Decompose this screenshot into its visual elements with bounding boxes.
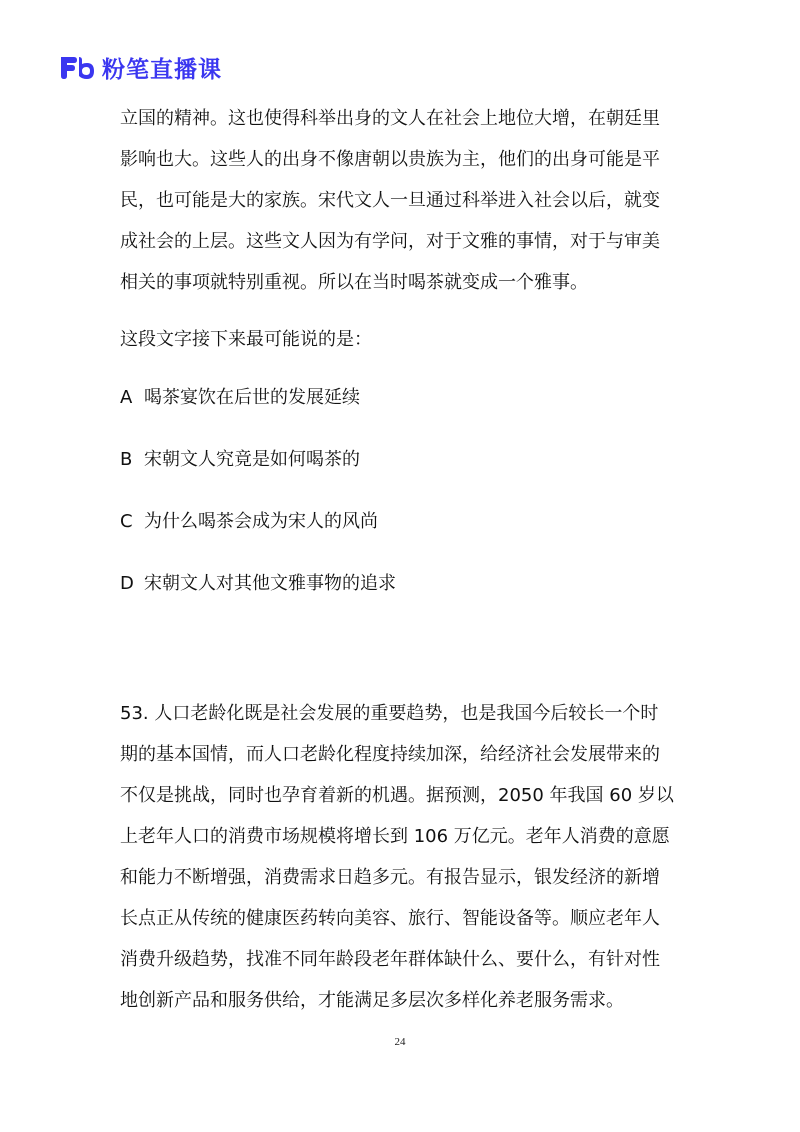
passage-line: 不仅是挑战，同时也孕育着新的机遇。据预测，2050 年我国 60 岁以 xyxy=(120,785,674,806)
answer-options xyxy=(120,377,700,604)
passage-line: 影响也大。这些人的出身不像唐朝以贵族为主，他们的出身可能是平 xyxy=(120,149,660,170)
option-text: 为什么喝茶会成为宋人的风尚 xyxy=(144,511,378,532)
passage-line: 上老年人口的消费市场规模将增长到 106 万亿元。老年人消费的意愿 xyxy=(120,826,670,847)
header xyxy=(58,50,222,84)
fenbi-logo xyxy=(58,52,96,82)
option-a xyxy=(120,377,700,418)
option-letter: C xyxy=(120,511,133,532)
main-content xyxy=(120,98,700,625)
question-stem: 这段文字接下来最可能说的是： xyxy=(120,329,372,350)
passage-line: 地创新产品和服务供给，才能满足多层次多样化养老服务需求。 xyxy=(120,990,624,1011)
passage-line: 长点正从传统的健康医药转向美容、旅行、智能设备等。顺应老年人 xyxy=(120,908,660,929)
page-number: 24 xyxy=(394,1036,406,1048)
option-text: 宋朝文人究竟是如何喝茶的 xyxy=(144,449,360,470)
option-letter: B xyxy=(120,449,133,470)
option-text: 宋朝文人对其他文雅事物的追求 xyxy=(144,573,396,594)
passage-1 xyxy=(120,98,700,303)
option-b xyxy=(120,439,700,480)
passage-line: 民，也可能是大的家族。宋代文人一旦通过科举进入社会以后，就变 xyxy=(120,190,660,211)
passage-2 xyxy=(120,693,700,1021)
option-letter: A xyxy=(120,387,133,408)
passage-line: 相关的事项就特别重视。所以在当时喝茶就变成一个雅事。 xyxy=(120,272,588,293)
option-d xyxy=(120,563,700,604)
brand-name: 粉笔直播课 xyxy=(102,56,222,83)
option-letter: D xyxy=(120,573,134,594)
option-c xyxy=(120,501,700,542)
passage-line: 消费升级趋势，找准不同年龄段老年群体缺什么、要什么，有针对性 xyxy=(120,949,660,970)
passage-line: 53. 人口老龄化既是社会发展的重要趋势，也是我国今后较长一个时 xyxy=(120,703,659,724)
option-text: 喝茶宴饮在后世的发展延续 xyxy=(144,387,360,408)
passage-line: 立国的精神。这也使得科举出身的文人在社会上地位大增，在朝廷里 xyxy=(120,108,660,129)
passage-line: 成社会的上层。这些文人因为有学问，对于文雅的事情，对于与审美 xyxy=(120,231,660,252)
passage-line: 期的基本国情，而人口老龄化程度持续加深，给经济社会发展带来的 xyxy=(120,744,660,765)
passage-line: 和能力不断增强，消费需求日趋多元。有报告显示，银发经济的新增 xyxy=(120,867,660,888)
